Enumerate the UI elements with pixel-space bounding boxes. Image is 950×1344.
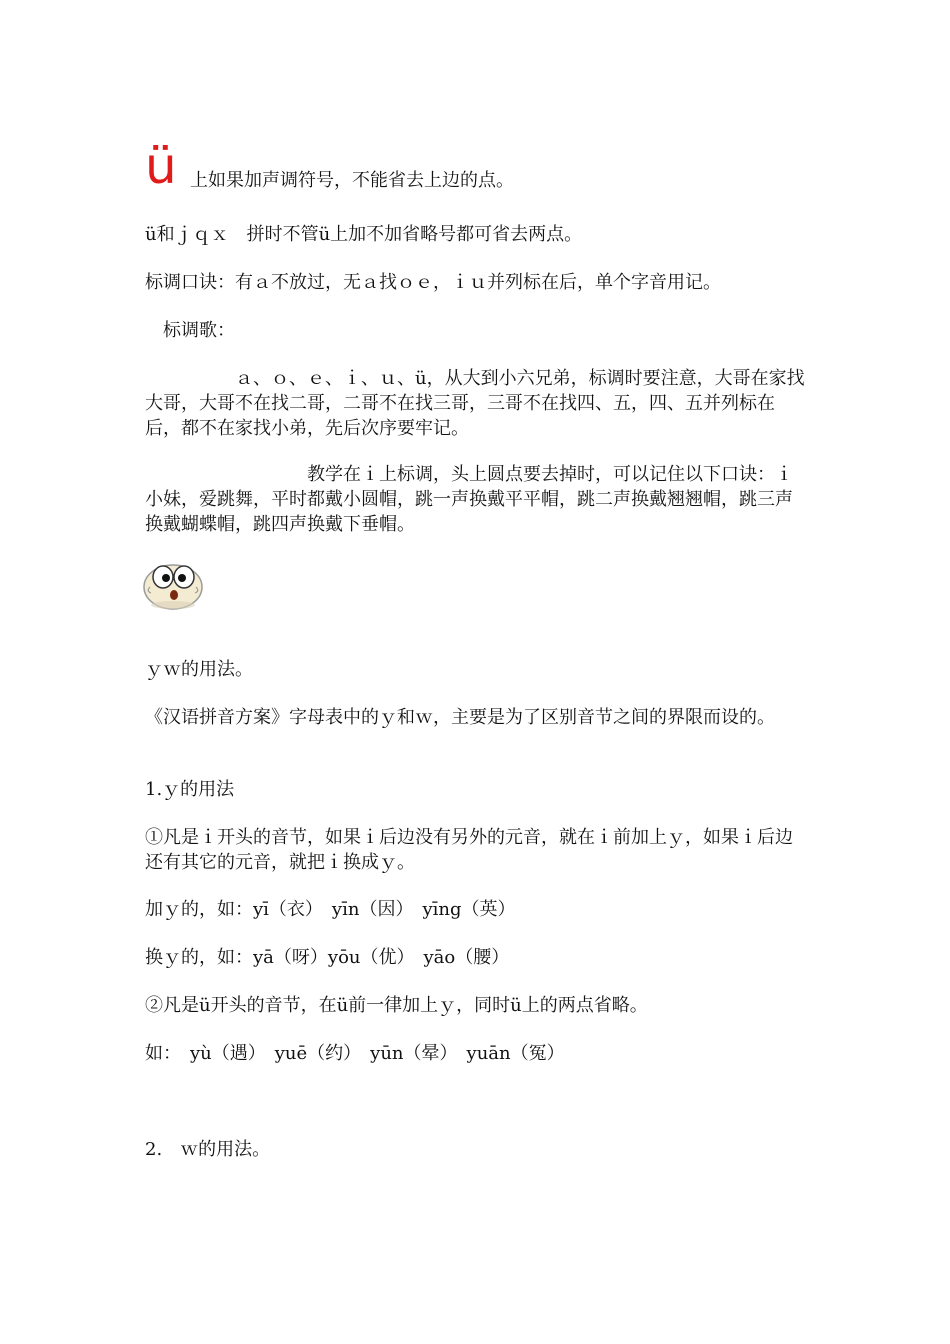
example-change-y: 换ｙ的，如：yā（呀）yōu（优） yāo（腰）: [145, 947, 510, 968]
example-add-y: 加ｙ的，如：yī（衣） yīn（因） yīng（英）: [145, 899, 516, 920]
paragraph-yw-purpose: 《汉语拼音方案》字母表中的ｙ和ｗ，主要是为了区别音节之间的界限而设的。: [145, 707, 775, 728]
heading-y-usage: 1.ｙ的用法: [145, 779, 235, 800]
intro-line: 上如果加声调符号，不能省去上边的点。: [190, 170, 514, 191]
paragraph-tone-song: ａ、ｏ、ｅ、ｉ、ｕ、ü，从大到小六兄弟，标调时要注意，大哥在家找大哥，大哥不在找二哥，二哥不在找三哥，三哥不在找四、五，四、五并列标在后，都不在家找小弟，先后次序要牢记。: [145, 368, 805, 439]
paragraph-jqx: ü和ｊｑｘ 拼时不管ü上加不加省略号都可省去两点。: [145, 224, 583, 245]
heading-tone-song: 标调歌：: [145, 320, 235, 341]
big-u-letter: ü: [145, 137, 177, 195]
paragraph-y-rule-2: ②凡是ü开头的音节，在ü前一律加上ｙ，同时ü上的两点省略。: [145, 995, 648, 1016]
heading-yw-usage: ｙｗ的用法。: [145, 659, 253, 680]
example-u-y: 如： yù（遇） yuē（约） yūn（晕） yuān（冤）: [145, 1043, 565, 1064]
paragraph-y-rule-1: ①凡是ｉ开头的音节，如果ｉ后边没有另外的元音，就在ｉ前加上ｙ，如果ｉ后边还有其它的元音，就把ｉ换成ｙ。: [145, 827, 793, 873]
paragraph-tone-rhyme: 标调口诀：有ａ不放过，无ａ找ｏｅ，ｉｕ并列标在后，单个字音用记。: [145, 272, 721, 293]
heading-w-usage: 2. ｗ的用法。: [145, 1139, 271, 1160]
paragraph-i-tone: 教学在ｉ上标调，头上圆点要去掉时，可以记住以下口诀：ｉ小妹，爱跳舞，平时都戴小圆帽，跳一声换戴平平帽，跳二声换戴翘翘帽，跳三声换戴蝴蝶帽，跳四声换戴下垂帽。: [145, 464, 793, 535]
smiley-face-icon: [142, 557, 204, 611]
